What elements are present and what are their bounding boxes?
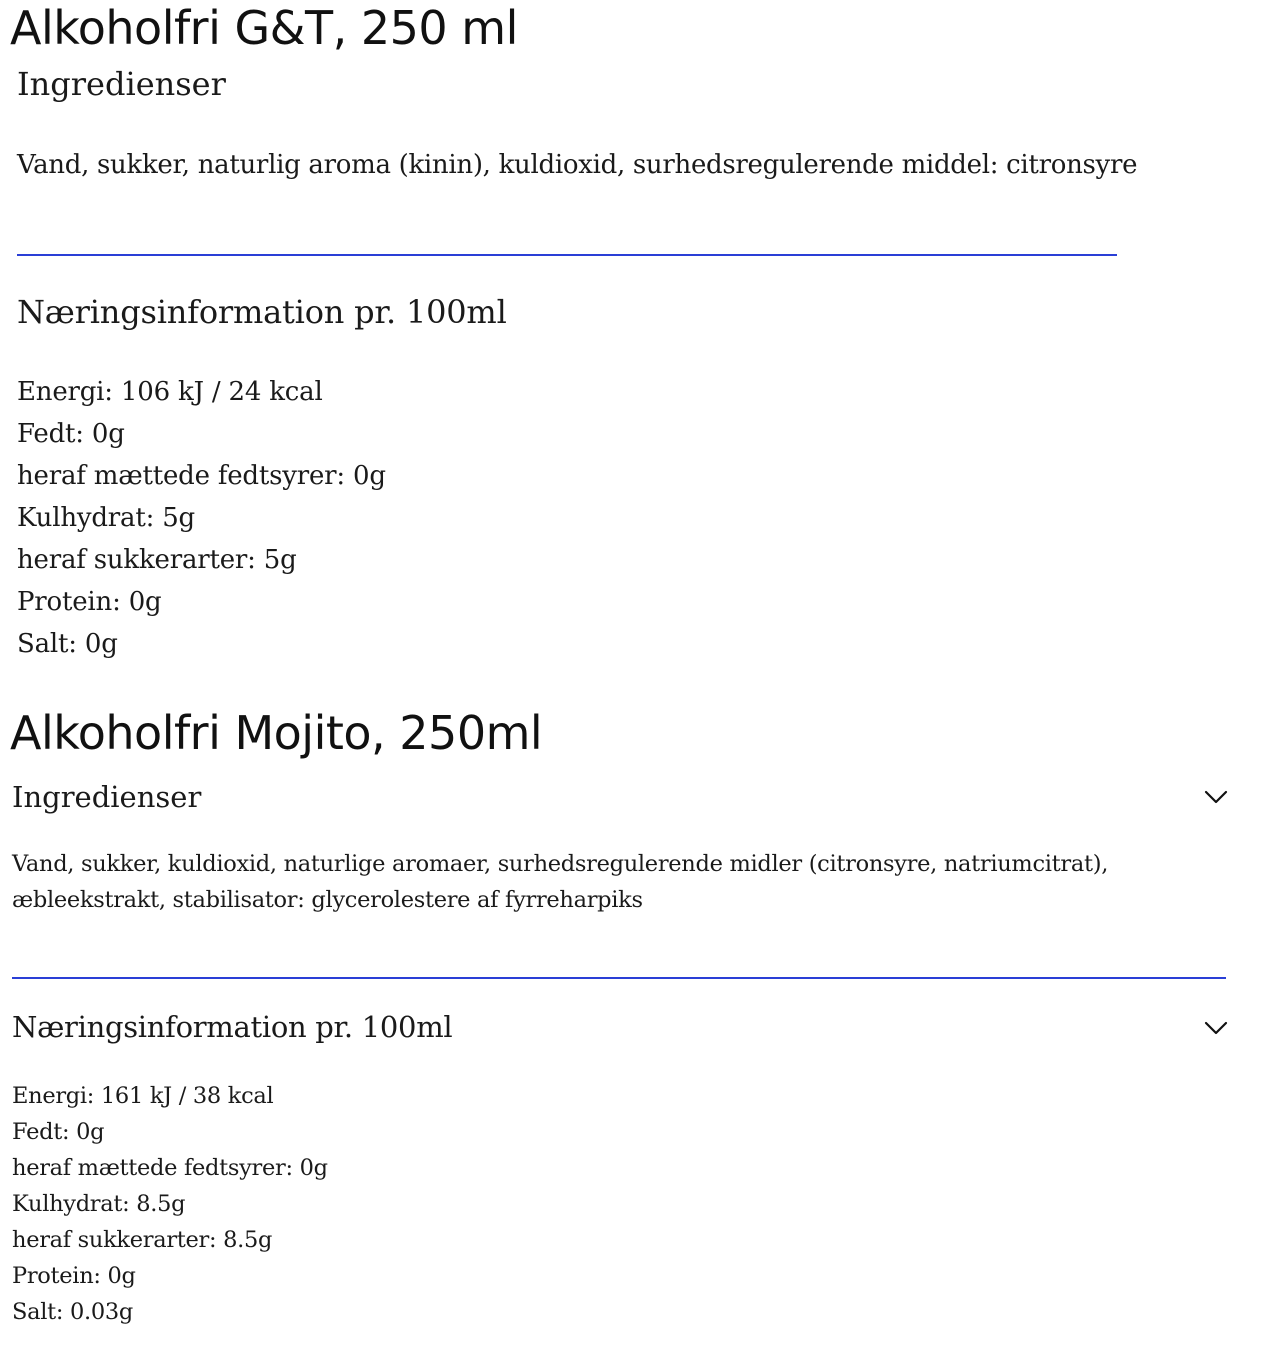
nutrition-item-energy: Energi: 106 kJ / 24 kcal bbox=[17, 377, 323, 407]
nutrition-item-energy: Energi: 161 kJ / 38 kcal bbox=[12, 1083, 274, 1109]
nutrition-item-carbohydrate: Kulhydrat: 5g bbox=[17, 503, 195, 533]
nutrition-heading[interactable]: Næringsinformation pr. 100ml bbox=[12, 1010, 453, 1044]
nutrition-item-sugars: heraf sukkerarter: 8.5g bbox=[12, 1227, 273, 1253]
ingredients-text: Vand, sukker, kuldioxid, naturlige aromaer, surhedsregulerende midler (citronsyre, natriumcitrat), æbleekstrakt, stabilisator: glycerolestere af fyrreharpiks bbox=[12, 851, 1109, 913]
nutrition-item-saturated-fat: heraf mættede fedtsyrer: 0g bbox=[17, 461, 386, 491]
ingredients-text: Vand, sukker, naturlig aroma (kinin), kuldioxid, surhedsregulerende middel: citronsyre bbox=[17, 150, 1138, 180]
section-divider bbox=[12, 977, 1226, 979]
nutrition-heading: Næringsinformation pr. 100ml bbox=[17, 293, 507, 331]
nutrition-item-salt: Salt: 0.03g bbox=[12, 1299, 133, 1325]
chevron-down-icon[interactable] bbox=[1202, 1014, 1230, 1042]
product-title: Alkoholfri Mojito, 250ml bbox=[10, 706, 543, 760]
nutrition-item-protein: Protein: 0g bbox=[12, 1263, 136, 1289]
ingredients-heading[interactable]: Ingredienser bbox=[12, 780, 202, 814]
ingredients-heading: Ingredienser bbox=[17, 65, 226, 103]
nutrition-list bbox=[17, 371, 386, 665]
nutrition-item-fat: Fedt: 0g bbox=[12, 1119, 105, 1145]
nutrition-item-salt: Salt: 0g bbox=[17, 629, 118, 659]
nutrition-item-protein: Protein: 0g bbox=[17, 587, 162, 617]
nutrition-item-carbohydrate: Kulhydrat: 8.5g bbox=[12, 1191, 186, 1217]
chevron-down-icon[interactable] bbox=[1202, 783, 1230, 811]
nutrition-item-saturated-fat: heraf mættede fedtsyrer: 0g bbox=[12, 1155, 328, 1181]
nutrition-item-fat: Fedt: 0g bbox=[17, 419, 125, 449]
product-title: Alkoholfri G&T, 250 ml bbox=[10, 1, 518, 55]
section-divider bbox=[17, 254, 1117, 256]
nutrition-item-sugars: heraf sukkerarter: 5g bbox=[17, 545, 297, 575]
nutrition-list bbox=[12, 1078, 328, 1330]
